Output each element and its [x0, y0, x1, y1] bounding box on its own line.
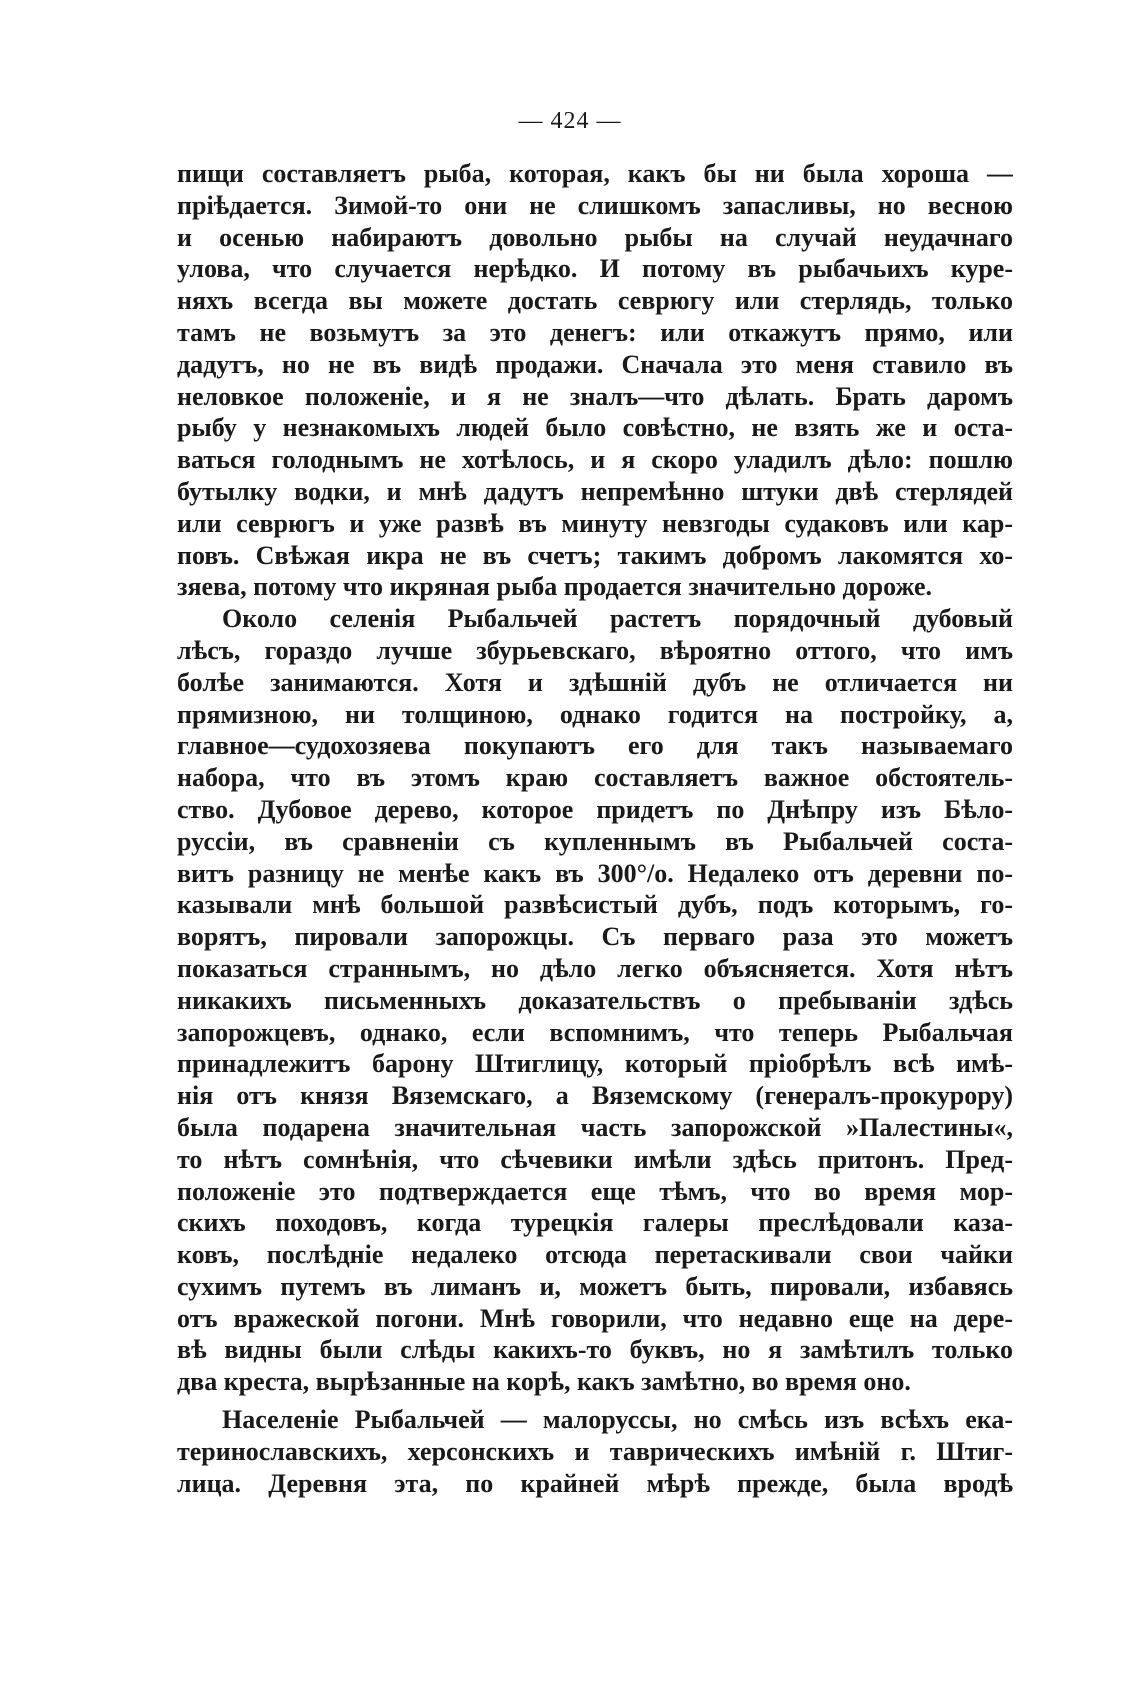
text-line: отъ вражеской погони. Мнѣ говорили, что недавно еще на дере- — [177, 1303, 1013, 1333]
text-line: зяева, потому что икряная рыба продается значительно дороже. — [177, 572, 933, 602]
body-text — [177, 158, 1013, 1499]
text-line: прямизною, ни толщиною, однако годится на постройку, а, — [177, 699, 1013, 729]
text-line: нія отъ князя Вяземскаго, а Вяземскому (генералъ-прокурору) — [177, 1081, 1013, 1111]
text-line: болѣе занимаются. Хотя и здѣшній дубъ не отличается ни — [177, 667, 1013, 697]
text-line: вѣ видны были слѣды какихъ-то буквъ, но я замѣтилъ только — [177, 1335, 1013, 1365]
text-line: улова, что случается нерѣдко. И потому въ рыбачьихъ куре- — [177, 254, 1013, 284]
text-line: казывали мнѣ большой развѣсистый дубъ, подъ которымъ, го- — [177, 890, 1013, 920]
text-line: запорожцевъ, однако, если вспомнимъ, что теперь Рыбальчая — [177, 1017, 1013, 1047]
page-number: — 424 — — [518, 108, 622, 134]
text-line: Населеніе Рыбальчей — малоруссы, но смѣсь изъ всѣхъ ека- — [222, 1405, 1013, 1435]
text-line: бутылку водки, и мнѣ дадутъ непремѣнно штуки двѣ стерлядей — [177, 476, 1013, 506]
text-line: руссіи, въ сравненіи съ купленнымъ въ Рыбальчей соста- — [177, 826, 1013, 856]
text-line: повъ. Свѣжая икра не въ счетъ; такимъ добромъ лакомятся хо- — [177, 540, 1013, 570]
text-line: ворятъ, пировали запорожцы. Съ перваго раза это можетъ — [177, 922, 1013, 952]
text-line: Около селенія Рыбальчей растетъ порядочный дубовый — [222, 604, 1013, 634]
text-line: или севрюгъ и уже развѣ въ минуту невзгоды судаковъ или кар- — [177, 508, 1013, 538]
text-line: неловкое положеніе, и я не зналъ—что дѣлать. Брать даромъ — [177, 381, 1013, 411]
text-line: то нѣтъ сомнѣнія, что сѣчевики имѣли здѣсь притонъ. Пред- — [177, 1144, 1013, 1174]
text-line: дадутъ, но не въ видѣ продажи. Сначала это меня ставило въ — [177, 349, 1013, 379]
text-line: показаться страннымъ, но дѣло легко объясняется. Хотя нѣтъ — [177, 953, 1013, 983]
text-line: лѣсъ, гораздо лучше збурьевскаго, вѣроятно оттого, что имъ — [177, 635, 1013, 665]
text-line: никакихъ письменныхъ доказательствъ о пребываніи здѣсь — [177, 985, 1013, 1015]
text-line: лица. Деревня эта, по крайней мѣрѣ прежде, была вродѣ — [177, 1468, 1013, 1498]
text-line: ковъ, послѣдніе недалеко отсюда перетаскивали свои чайки — [177, 1240, 1013, 1270]
text-line: набора, что въ этомъ краю составляетъ важное обстоятель- — [177, 763, 1013, 793]
text-line: теринославскихъ, херсонскихъ и таврическихъ имѣній г. Штиг- — [177, 1436, 1013, 1466]
text-line: положеніе это подтверждается еще тѣмъ, что во время мор- — [177, 1176, 1013, 1206]
text-line: принадлежитъ барону Штиглицу, который пріобрѣлъ всѣ имѣ- — [177, 1049, 1013, 1079]
text-line: была подарена значительная часть запорожской »Палестины«, — [177, 1112, 1013, 1142]
text-line: рыбу у незнакомыхъ людей было совѣстно, не взять же и оста- — [177, 413, 1013, 443]
text-line: скихъ походовъ, когда турецкія галеры преслѣдовали каза- — [177, 1208, 1013, 1238]
text-line: и осенью набираютъ довольно рыбы на случай неудачнаго — [177, 222, 1013, 252]
text-line: няхъ всегда вы можете достать севрюгу или стерлядь, только — [177, 286, 1013, 316]
text-line: витъ разницу не менѣе какъ въ 300°/о. Недалеко отъ деревни по- — [177, 858, 1013, 888]
text-line: пріѣдается. Зимой-то они не слишкомъ запасливы, но весною — [177, 190, 1013, 220]
text-line: главное—судохозяева покупаютъ его для такъ называемаго — [177, 731, 1013, 761]
text-line: ство. Дубовое дерево, которое придетъ по Днѣпру изъ Бѣло- — [177, 794, 1013, 824]
text-line: два креста, вырѣзанные на корѣ, какъ замѣтно, во время оно. — [177, 1367, 911, 1397]
text-line: тамъ не возьмутъ за это денегъ: или откажутъ прямо, или — [177, 317, 1013, 347]
text-line: ваться голоднымъ не хотѣлось, и я скоро уладилъ дѣло: пошлю — [177, 445, 1013, 475]
text-line: сухимъ путемъ въ лиманъ и, можетъ быть, пировали, избавясь — [177, 1271, 1013, 1301]
text-line: пищи составляетъ рыба, которая, какъ бы ни была хороша — — [177, 159, 1013, 188]
